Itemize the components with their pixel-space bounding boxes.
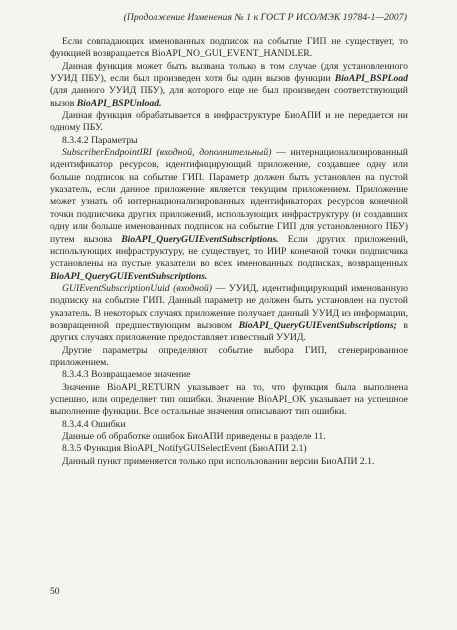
page-number: 50 [50, 586, 60, 597]
text-run: (для данного УУИД ПБУ), для которого еще не был произведен соответствующий вызов [50, 85, 408, 109]
paragraph-subscriber-endpoint [50, 147, 408, 283]
text-run: 8.3.4.4 Ошибки [62, 418, 126, 430]
text-run: Если совпадающих именованных подписок на событие ГИП не существует, то функцией возвращается BioAPI_NO_GUI_EVENT_HANDLER. [50, 36, 408, 60]
paragraph-subscription-uuid [50, 283, 408, 345]
text-run: Если других приложений, использующих инфраструктуру, не существует, то ИИР конечной точки подписчика установлены на пустые указатели во всех именованных подписках, возвращенных [50, 233, 408, 270]
text-run: — интернационализированный идентификатор ресурсов, идентифицирующий приложение, создавшее одну или больше подписок на событие ГИП. Параметр должен быть установлен на пустой указатель, если данное приложение является текущим приложением. Приложение может узнать об интернационализированных идентификаторах ресурсов конечной точки подписчика других приложений, использующих инфраструктуру (и создавших одну или больше именованных подписок на событие ГИП для установленного ПБУ) путем вызова [50, 147, 408, 245]
text-run: — УУИД, идентифицирующий именованную подписку на событие ГИП. Данный параметр не должен быть установлен на пустой указатель. В некоторых случаях приложение получает данный УУИД из информации, возвращенной предшествующим вызовом [50, 282, 408, 331]
text-run: Значение BioAPI_RETURN указывает на то, что функция была выполнена успешно, или определяет тип ошибки. Значение BioAPI_OK указывает на успешное выполнение функции. Все остальные значения описывают тип ошибки. [50, 381, 408, 418]
text-run: Данная функция обрабатывается в инфраструктуре БиоАПИ и не передается ни одному ПБУ. [50, 110, 408, 134]
emphasized-text: BioAPI_BSPLoad [334, 73, 408, 85]
emphasized-text: BioAPI_QueryGUIEventSubscriptions. [121, 233, 279, 245]
emphasized-text: BioAPI_QueryGUIEventSubscriptions. [50, 270, 208, 282]
emphasized-text: SubscriberEndpointIRI (входной, дополнительный) [62, 147, 272, 159]
text-run: Другие параметры определяют событие выбора ГИП, сгенерированное приложением. [50, 344, 408, 368]
emphasized-text: BioAPI_BSPUnload. [76, 97, 162, 109]
paragraph-infrastructure [50, 110, 408, 135]
section-heading-return [50, 369, 408, 381]
page-body [50, 36, 408, 468]
paragraph-other-params [50, 345, 408, 370]
text-run: 8.3.4.2 Параметры [62, 134, 138, 146]
paragraph-errors [50, 431, 408, 443]
section-heading-errors [50, 419, 408, 431]
text-run: в других случаях приложение предоставляет известный УУИД. [50, 319, 408, 344]
section-heading-notify [50, 443, 408, 455]
text-run: 8.3.5 Функция BioAPI_NotifyGUISelectEvent (БиоАПИ 2.1) [62, 443, 307, 455]
paragraph-call-condition [50, 61, 408, 110]
emphasized-text: GUIEventSubscriptionUuid (входной) [62, 282, 213, 294]
text-run: Данная функция может быть вызвана только в том случае (для установленного УУИД ПБУ), если был произведен хотя бы один вызов функции [50, 60, 408, 85]
text-run: 8.3.4.3 Возвращаемое значение [62, 369, 191, 381]
paragraph-no-handler [50, 36, 408, 61]
section-heading-parameters [50, 135, 408, 147]
running-header: (Продолжение Изменения № 1 к ГОСТ Р ИСО/МЭК 19784-1—2007) [123, 12, 407, 23]
text-run: Данные об обработке ошибок БиоАПИ приведены в разделе 11. [62, 431, 326, 442]
text-run: Данный пункт применяется только при использовании версии БиоАПИ 2.1. [62, 455, 375, 467]
paragraph-version-note [50, 456, 408, 468]
paragraph-return-value [50, 382, 408, 419]
emphasized-text: BioAPI_QueryGUIEventSubscriptions; [238, 319, 397, 331]
